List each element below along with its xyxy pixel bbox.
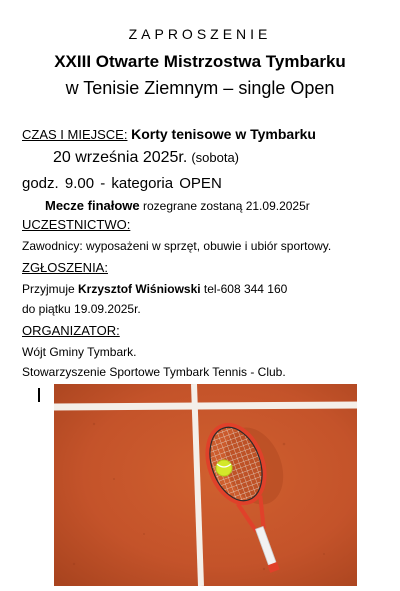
event-subtitle: w Tenisie Ziemnym – single Open: [65, 78, 335, 98]
organizer-line-1: Wójt Gminy Tymbark.: [22, 345, 137, 359]
finals-label: Mecze finałowe: [45, 198, 140, 213]
invitation-heading: ZAPROSZENIE: [128, 26, 272, 42]
finals-date-text: rozegrane zostaną 21.09.2025r: [139, 199, 310, 213]
registration-contact: Przyjmuje Krzysztof Wiśniowski tel-608 344 160: [22, 282, 288, 296]
place-label: CZAS I MIEJSCE:: [22, 127, 128, 142]
organizer-line-2: Stowarzyszenie Sportowe Tymbark Tennis - Club.: [22, 365, 286, 379]
clay-court: [54, 384, 357, 586]
finals-line: [45, 198, 310, 213]
time-line: godz. 9.00 - kategoria OPEN: [22, 175, 222, 192]
organizer-label: ORGANIZATOR:: [22, 323, 120, 338]
contact-phone: tel-608 344 160: [200, 282, 288, 296]
event-date: 20 września 2025r.: [53, 149, 188, 166]
tennis-racket-on-clay-image: [54, 384, 357, 586]
text-cursor: [38, 388, 40, 402]
participants-text: Zawodnicy: wyposażeni w sprzęt, obuwie i ubiór sportowy.: [22, 239, 332, 253]
tennis-court-photo: [54, 384, 357, 586]
contact-name: Krzysztof Wiśniowski: [78, 282, 201, 296]
place-value: Korty tenisowe w Tymbarku: [131, 126, 316, 142]
registration-deadline: do piątku 19.09.2025r.: [22, 302, 141, 316]
date-line: [53, 149, 239, 167]
event-title: XXIII Otwarte Mistrzostwa Tymbarku: [54, 52, 346, 71]
place-line: [22, 126, 316, 142]
registration-label: ZGŁOSZENIA:: [22, 260, 108, 275]
court-baseline: [54, 405, 357, 407]
participants-label: UCZESTNICTWO:: [22, 217, 131, 232]
event-day: (sobota): [191, 150, 240, 165]
tennis-ball: [216, 460, 232, 476]
